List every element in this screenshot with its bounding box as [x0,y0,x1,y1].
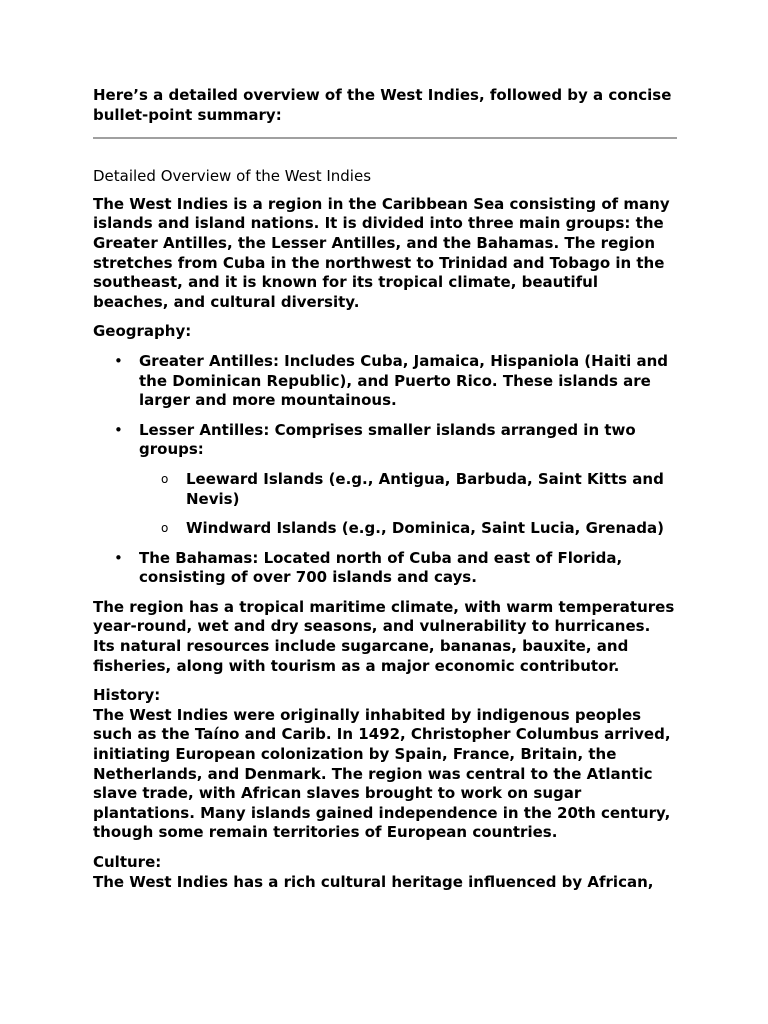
horizontal-divider [93,137,677,139]
list-item [93,549,677,588]
culture-paragraph: The West Indies has a rich cultural heritage influenced by African, [93,872,654,891]
sub-list-item [139,470,677,509]
circle-bullet-icon: o [161,471,169,486]
document-page [93,86,677,892]
history-label: History: [93,686,161,705]
list-item-text: Greater Antilles: Includes Cuba, Jamaica, Hispaniola (Haiti and the Dominican Republic), and Puerto Rico. These islands are larger and more mountainous. [139,351,669,410]
bullet-icon: • [114,548,123,567]
list-item-text: The Bahamas: Located north of Cuba and east of Florida, consisting of over 700 islands and cays. [139,548,623,587]
bullet-icon: • [114,351,123,370]
circle-bullet-icon: o [161,521,169,536]
sub-list-item-text: Windward Islands (e.g., Dominica, Saint Lucia, Grenada) [186,519,664,538]
section-heading: Detailed Overview of the West Indies [93,167,372,186]
sub-list-item-text: Leeward Islands (e.g., Antigua, Barbuda, Saint Kitts and Nevis) [186,469,664,508]
geography-label: Geography: [93,322,192,341]
bullet-icon: • [114,420,123,439]
sub-list-item [139,519,677,539]
geography-list [93,352,677,588]
list-item [93,352,677,411]
intro-text: Here’s a detailed overview of the West Indies, followed by a concise bullet-point summary: [93,86,672,124]
list-item [93,421,677,539]
history-paragraph: The West Indies were originally inhabited by indigenous peoples such as the Taíno and Carib. In 1492, Christopher Columbus arrived, initiating European colonization by Spain, France, Britain, the Netherlands, and Denmark. The region was central to the Atlantic slave trade, with African slaves brought to work on sugar plantations. Many islands gained independence in the 20th century, though some remain territories of European countries. [93,705,671,842]
climate-paragraph: The region has a tropical maritime climate, with warm temperatures year-round, wet and dry seasons, and vulnerability to hurricanes. Its natural resources include sugarcane, bananas, bauxite, and fisheries, along with tourism as a major economic contributor. [93,597,675,675]
culture-label: Culture: [93,853,162,871]
sub-list [139,470,677,539]
overview-paragraph: The West Indies is a region in the Caribbean Sea consisting of many islands and island nations. It is divided into three main groups: the Greater Antilles, the Lesser Antilles, and the Bahamas. The region stretches from Cuba in the northwest to Trinidad and Tobago in the southeast, and it is known for its tropical climate, beautiful beaches, and cultural diversity. [93,194,670,311]
list-item-text: Lesser Antilles: Comprises smaller islands arranged in two groups: [139,420,636,459]
